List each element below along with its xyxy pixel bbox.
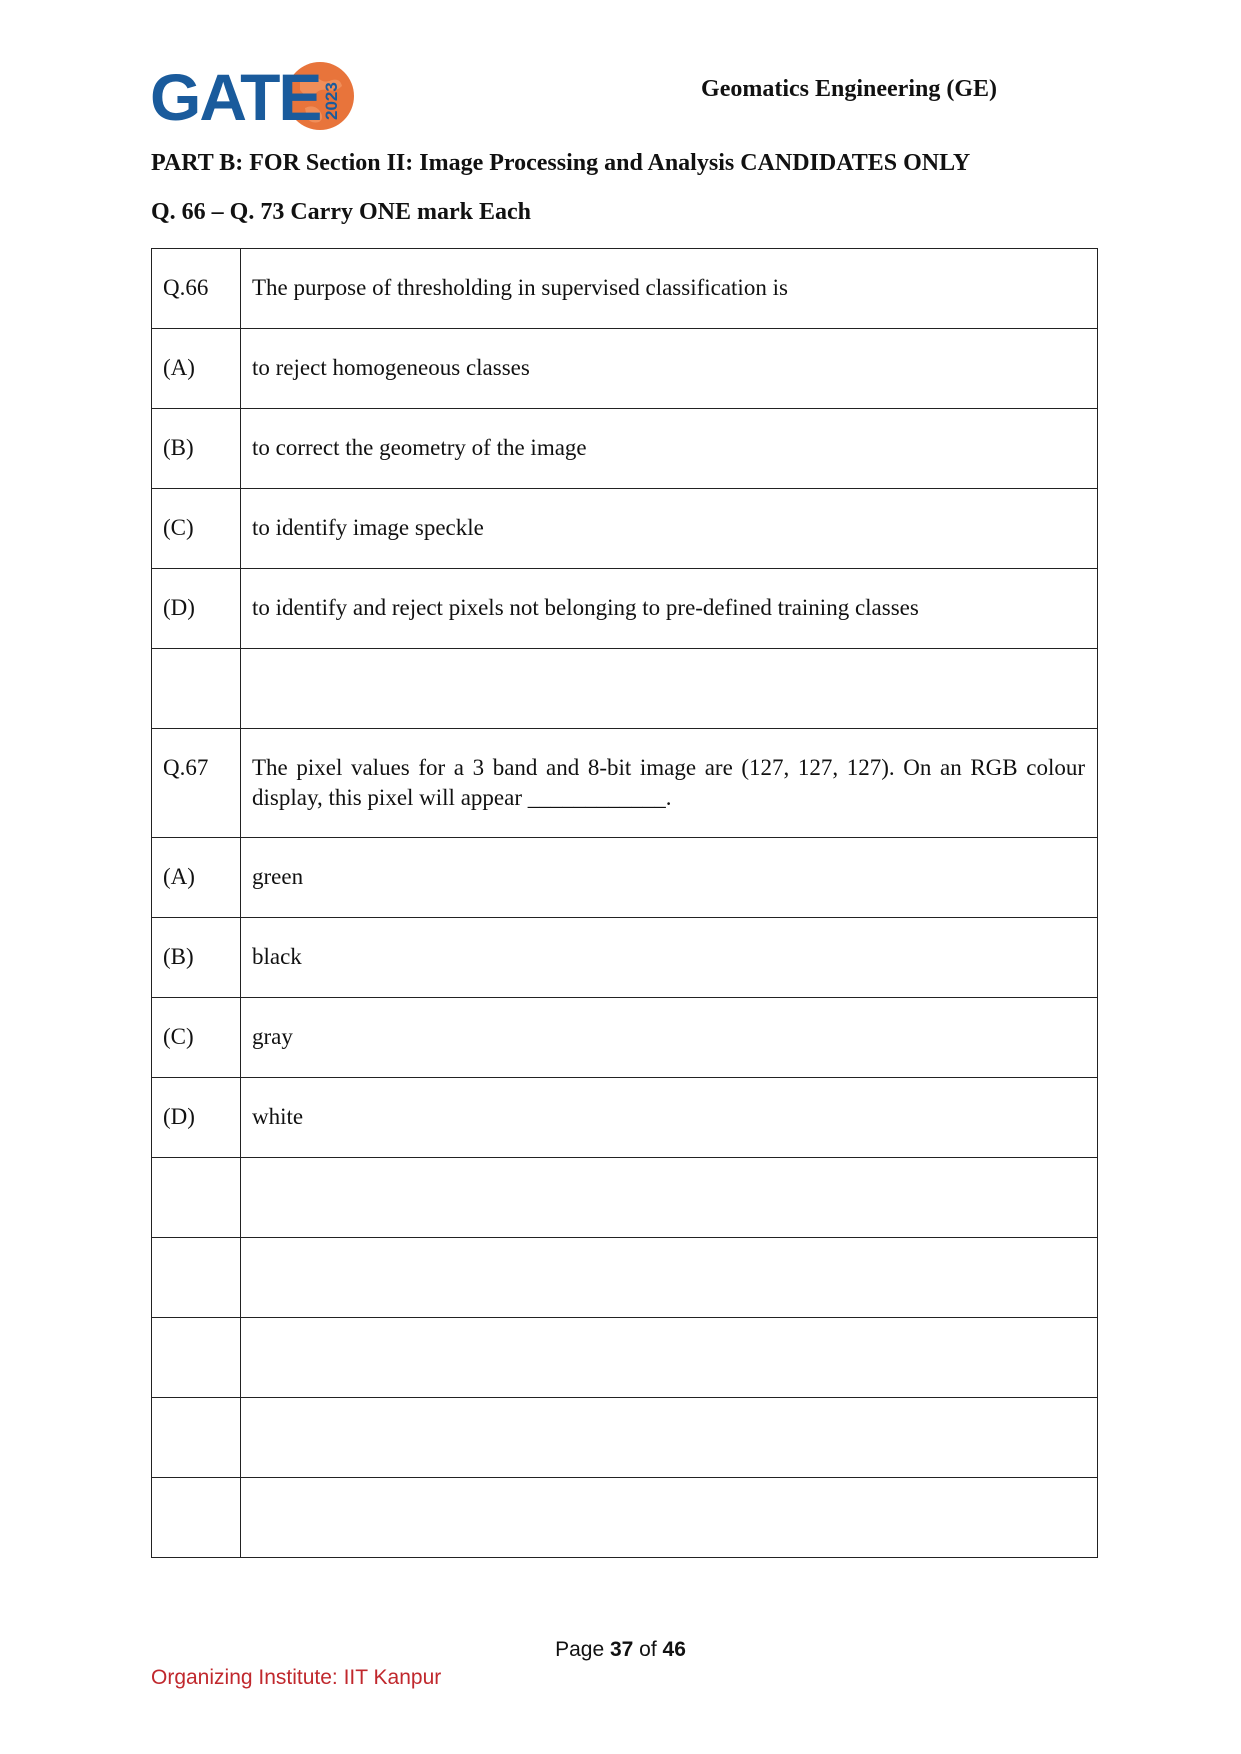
empty-cell	[241, 1158, 1098, 1238]
option-row	[152, 569, 1098, 649]
empty-row	[152, 1318, 1098, 1398]
page-number	[0, 1638, 1241, 1662]
empty-row	[152, 649, 1098, 729]
option-text: gray	[252, 1024, 293, 1049]
logo-wordmark: GATE	[150, 60, 321, 134]
option-label: (B)	[163, 944, 194, 969]
option-label: (C)	[163, 515, 194, 540]
option-label-cell	[152, 838, 241, 918]
question-text: The purpose of thresholding in supervised classification is	[252, 275, 788, 300]
empty-row	[152, 1238, 1098, 1318]
empty-cell	[152, 1158, 241, 1238]
option-label-cell	[152, 998, 241, 1078]
marks-heading: Q. 66 – Q. 73 Carry ONE mark Each	[151, 199, 531, 225]
empty-cell	[152, 1398, 241, 1478]
option-row	[152, 409, 1098, 489]
empty-cell	[152, 1238, 241, 1318]
option-row	[152, 998, 1098, 1078]
empty-row	[152, 1398, 1098, 1478]
option-text-cell	[241, 1078, 1098, 1158]
empty-row	[152, 1158, 1098, 1238]
option-row	[152, 918, 1098, 998]
option-text: to reject homogeneous classes	[252, 355, 530, 380]
empty-cell	[152, 649, 241, 729]
question-row	[152, 249, 1098, 329]
option-text-cell	[241, 409, 1098, 489]
option-text: green	[252, 864, 304, 889]
option-label: (D)	[163, 595, 195, 620]
option-text-cell	[241, 998, 1098, 1078]
option-text-cell	[241, 569, 1098, 649]
option-label-cell	[152, 329, 241, 409]
option-label: (D)	[163, 1104, 195, 1129]
empty-cell	[241, 1238, 1098, 1318]
question-number: Q.67	[163, 755, 209, 780]
page-total: 46	[662, 1638, 686, 1661]
option-text-cell	[241, 489, 1098, 569]
option-label-cell	[152, 1078, 241, 1158]
logo-year: 2023	[322, 82, 341, 120]
option-row	[152, 1078, 1098, 1158]
option-label-cell	[152, 569, 241, 649]
option-text-cell	[241, 838, 1098, 918]
page-of: of	[633, 1638, 663, 1661]
question-number: Q.66	[163, 275, 209, 300]
option-text: to correct the geometry of the image	[252, 435, 587, 460]
option-text-cell	[241, 329, 1098, 409]
option-text: to identify image speckle	[252, 515, 484, 540]
option-text: to identify and reject pixels not belonging to pre-defined training classes	[252, 595, 919, 620]
option-text: black	[252, 944, 302, 969]
empty-cell	[241, 1318, 1098, 1398]
option-label: (A)	[163, 864, 195, 889]
question-text-cell	[241, 249, 1098, 329]
question-number-cell	[152, 249, 241, 329]
question-row	[152, 729, 1098, 838]
question-text: The pixel values for a 3 band and 8-bit image are (127, 127, 127). On an RGB colour display, this pixel will appear ____________.	[252, 755, 1085, 810]
option-text: white	[252, 1104, 304, 1129]
empty-cell	[241, 1478, 1098, 1558]
part-heading: PART B: FOR Section II: Image Processing and Analysis CANDIDATES ONLY	[151, 150, 971, 176]
option-label-cell	[152, 489, 241, 569]
option-label: (C)	[163, 1024, 194, 1049]
option-row	[152, 329, 1098, 409]
page-prefix: Page	[555, 1638, 610, 1661]
option-text-cell	[241, 918, 1098, 998]
question-text-cell	[241, 729, 1098, 838]
empty-cell	[241, 649, 1098, 729]
question-table	[151, 248, 1098, 1558]
organizing-institute: Organizing Institute: IIT Kanpur	[151, 1666, 442, 1689]
option-label-cell	[152, 409, 241, 489]
paper-title: Geomatics Engineering (GE)	[701, 76, 997, 102]
empty-cell	[152, 1478, 241, 1558]
option-row	[152, 838, 1098, 918]
option-label: (B)	[163, 435, 194, 460]
question-number-cell	[152, 729, 241, 838]
empty-cell	[152, 1318, 241, 1398]
empty-cell	[241, 1398, 1098, 1478]
empty-row	[152, 1478, 1098, 1558]
option-row	[152, 489, 1098, 569]
option-label-cell	[152, 918, 241, 998]
option-label: (A)	[163, 355, 195, 380]
gate-logo-graphic	[150, 58, 360, 134]
gate-2023-logo	[150, 58, 360, 134]
page-current: 37	[609, 1638, 634, 1661]
